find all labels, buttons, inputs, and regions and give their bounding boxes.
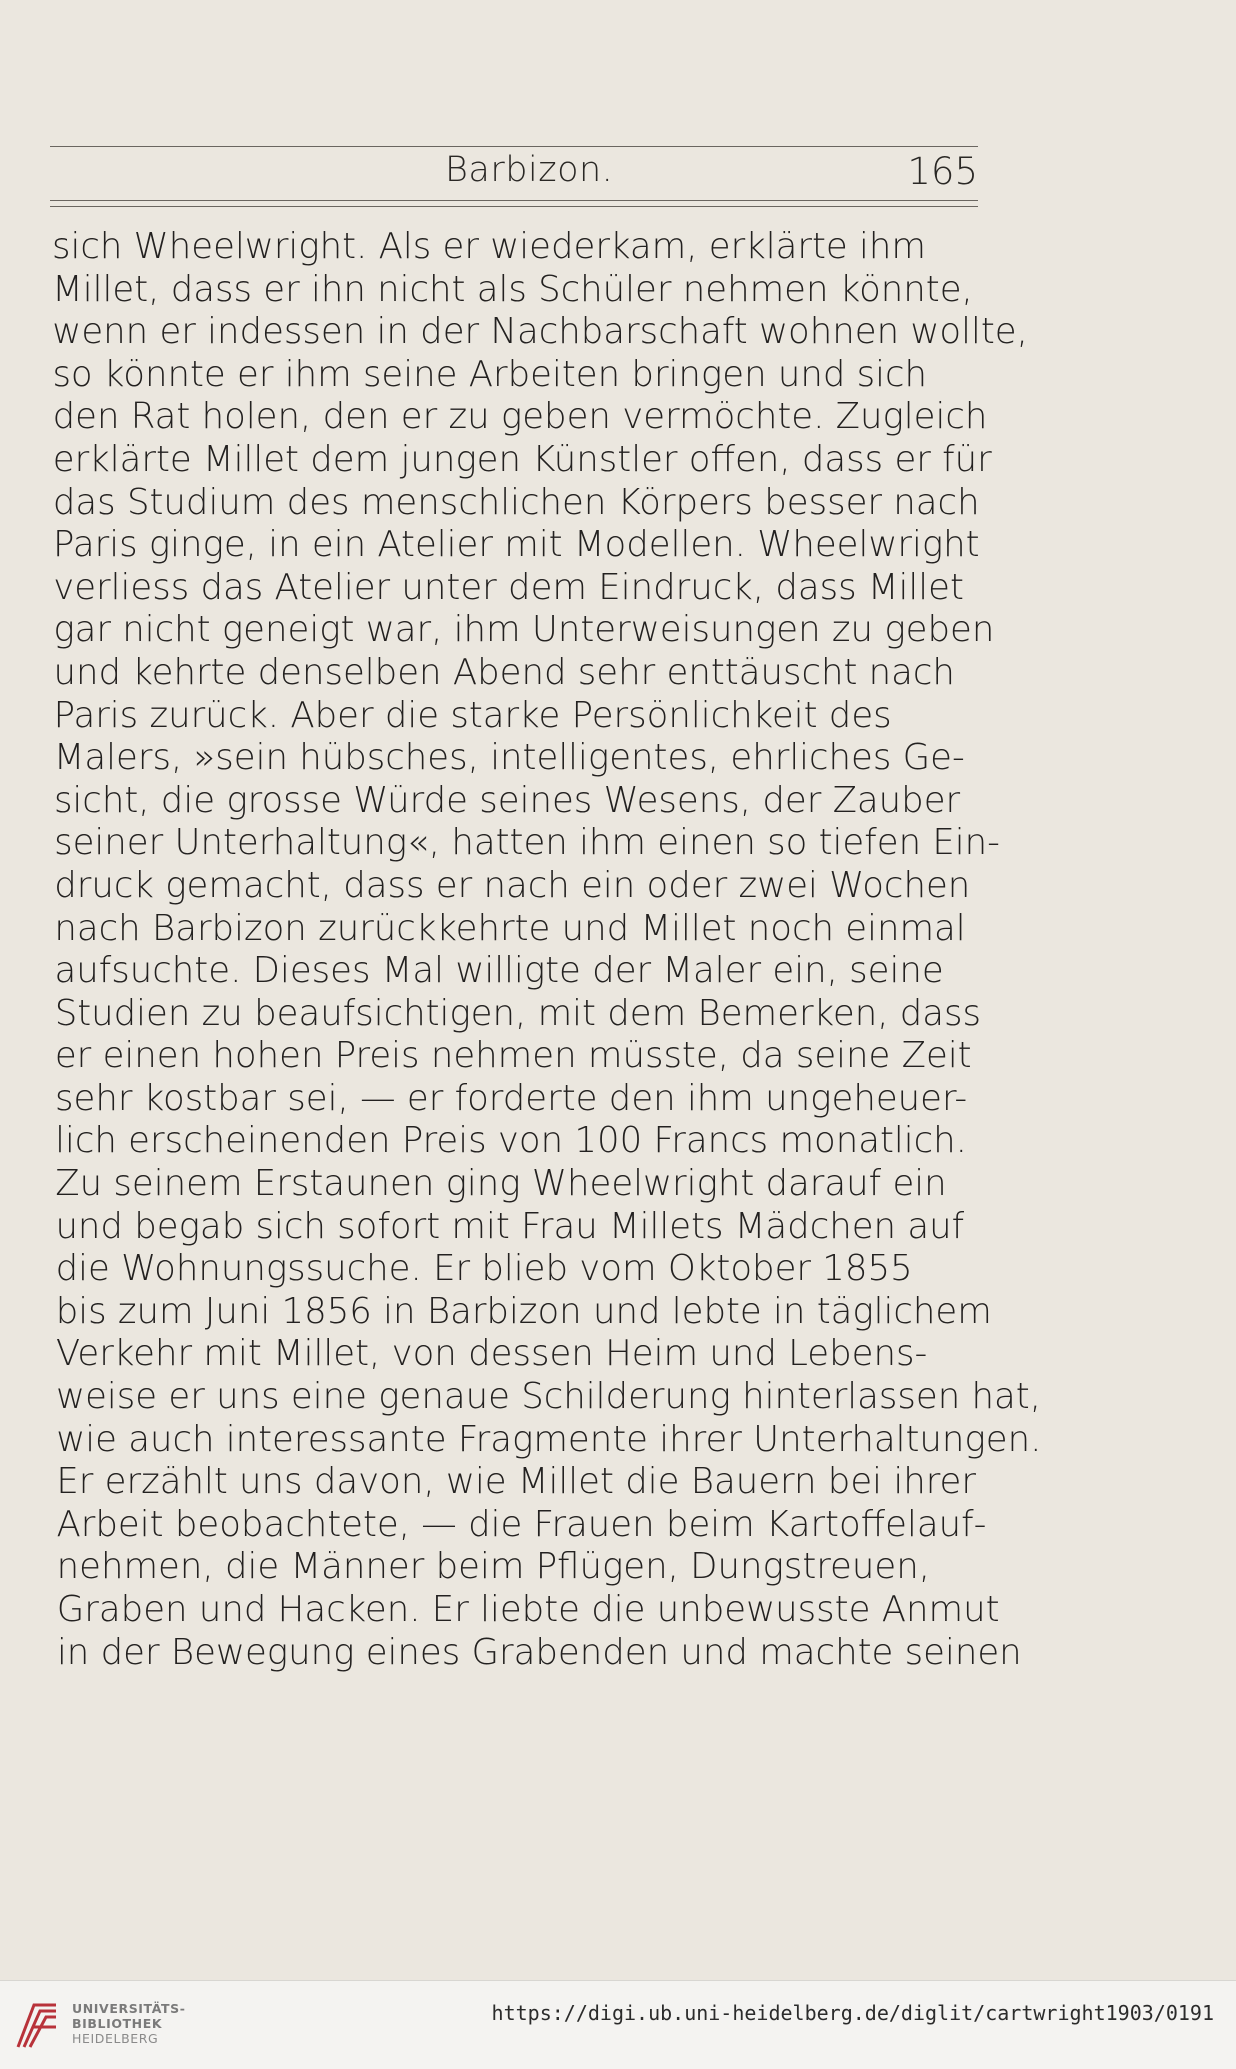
- text-line: so könnte er ihm seine Arbeiten bringen und sich: [52, 353, 928, 395]
- text-line: wenn er indessen in der Nachbarschaft wohnen wollte,: [52, 311, 1028, 353]
- running-title: Barbizon.: [445, 150, 614, 190]
- text-line: das Studium des menschlichen Körpers besser nach: [52, 481, 980, 523]
- header-rule-bottom: [50, 200, 978, 201]
- text-line: Paris ginge, in ein Atelier mit Modellen. Wheelwright: [53, 524, 980, 566]
- text-line: Paris zurück. Aber die starke Persönlichkeit des: [53, 694, 892, 736]
- text-line: gar nicht geneigt war, ihm Unterweisungen zu geben: [53, 609, 995, 651]
- body-text: [52, 226, 1042, 1674]
- text-line: Millet, dass er ihn nicht als Schüler nehmen könnte,: [52, 268, 973, 310]
- text-line: und kehrte denselben Abend sehr enttäuscht nach: [53, 651, 955, 693]
- text-line: und begab sich sofort mit Frau Millets Mädchen auf: [55, 1205, 965, 1247]
- text-line: erklärte Millet dem jungen Künstler offen, dass er für: [52, 438, 992, 480]
- text-line: druck gemacht, dass er nach ein oder zwei Wochen: [54, 864, 971, 906]
- text-line: sicht, die grosse Würde seines Wesens, der Zauber: [53, 779, 961, 821]
- text-line: wie auch interessante Fragmente ihrer Unterhaltungen.: [56, 1418, 1042, 1460]
- text-line: verliess das Atelier unter dem Eindruck, dass Millet: [53, 566, 964, 608]
- text-line: den Rat holen, den er zu geben vermöchte. Zugleich: [52, 396, 988, 438]
- text-line: Verkehr mit Millet, von dessen Heim und Lebens-: [55, 1333, 928, 1375]
- text-line: Graben und Hacken. Er liebte die unbewusste Anmut: [56, 1589, 1000, 1630]
- page-number: 165: [907, 150, 978, 193]
- text-line: sich Wheelwright. Als er wiederkam, erklärte ihm: [52, 226, 926, 267]
- text-line: nehmen, die Männer beim Pflügen, Dungstreuen,: [56, 1546, 931, 1588]
- running-head: [50, 150, 978, 200]
- library-name-line-2: BIBLIOTHEK: [72, 2016, 163, 2031]
- text-line: weise er uns eine genaue Schilderung hinterlassen hat,: [56, 1376, 1041, 1418]
- viewer-footer: [0, 1980, 1236, 2069]
- text-line: Studien zu beaufsichtigen, mit dem Bemerken, dass: [54, 992, 982, 1034]
- header-rule-top: [50, 146, 978, 147]
- text-line: lich erscheinenden Preis von 100 Francs monatlich.: [55, 1120, 967, 1162]
- text-line: bis zum Juni 1856 in Barbizon und lebte in täglichem: [55, 1290, 992, 1332]
- library-name: [72, 2001, 186, 2046]
- text-line: die Wohnungssuche. Er blieb vom Oktober 1855: [55, 1248, 913, 1290]
- text-line: Er erzählt uns davon, wie Millet die Bauern bei ihrer: [56, 1461, 976, 1503]
- text-line: sehr kostbar sei, — er forderte den ihm ungeheuer-: [55, 1077, 968, 1119]
- text-line: Arbeit beobachtete, — die Frauen beim Kartoffelauf-: [56, 1503, 987, 1545]
- text-line: aufsuchte. Dieses Mal willigte der Maler ein, seine: [54, 950, 944, 992]
- library-name-line-3: HEIDELBERG: [72, 2031, 159, 2046]
- text-line: er einen hohen Preis nehmen müsste, da seine Zeit: [54, 1035, 972, 1077]
- text-line: Malers, »sein hübsches, intelligentes, ehrliches Ge-: [53, 737, 965, 779]
- header-rule-double: [50, 206, 978, 207]
- text-line: seiner Unterhaltung«, hatten ihm einen so tiefen Ein-: [54, 822, 1000, 864]
- text-line: Zu seinem Erstaunen ging Wheelwright darauf ein: [55, 1163, 947, 1205]
- library-logo-icon: [12, 1997, 62, 2053]
- text-line: nach Barbizon zurückkehrte und Millet noch einmal: [54, 907, 966, 949]
- permalink-url[interactable]: https://digi.ub.uni-heidelberg.de/diglit/cartwright1903/0191: [491, 2001, 1214, 2025]
- library-name-line-1: UNIVERSITÄTS-: [72, 2001, 186, 2016]
- text-line: in der Bewegung eines Grabenden und machte seinen: [56, 1631, 1022, 1673]
